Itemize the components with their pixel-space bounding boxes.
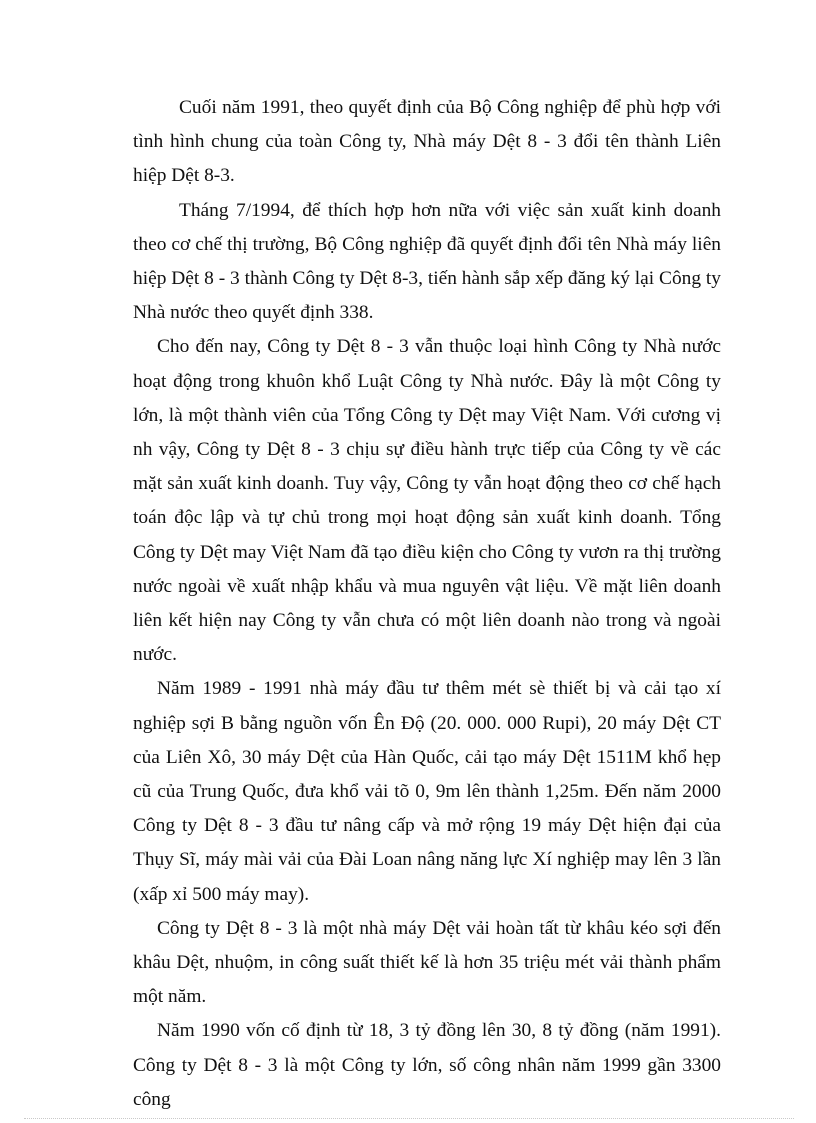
paragraph-1994-rename: Tháng 7/1994, để thích hợp hơn nữa với việc sản xuất kinh doanh theo cơ chế thị trường, Bộ Công nghiệp đã quyết định đổi tên Nhà máy liên hiệp Dệt 8 - 3 thành Công ty Dệt 8-3, tiến hành sắp xếp đăng ký lại Công ty Nhà nước theo quyết định 338. (133, 199, 721, 324)
paragraph-investment: Năm 1989 - 1991 nhà máy đầu tư thêm mét sè thiết bị và cải tạo xí nghiệp sợi B bằng nguồn vốn Ên Độ (20. 000. 000 Rupi), 20 máy Dệt CT của Liên Xô, 30 máy Dệt của Hàn Quốc, cải tạo máy Dệt 1511M khổ hẹp cũ của Trung Quốc, đưa khổ vải tõ 0, 9m lên thành 1,25m. Đến năm 2000 Công ty Dệt 8 - 3 đầu tư nâng cấp và mở rộng 19 máy Dệt hiện đại của Thụy Sĩ, máy mài vải của Đài Loan nâng năng lực Xí nghiệp may lên 3 lần (xấp xỉ 500 máy may). (133, 678, 721, 905)
paragraph-capacity: Công ty Dệt 8 - 3 là một nhà máy Dệt vải hoàn tất từ khâu kéo sợi đến khâu Dệt, nhuộm, in công suất thiết kế là hơn 35 triệu mét vải thành phẩm một năm. (133, 917, 721, 1008)
paragraph-1991-rename: Cuối năm 1991, theo quyết định của Bộ Công nghiệp để phù hợp với tình hình chung của toàn Công ty, Nhà máy Dệt 8 - 3 đổi tên thành Liên hiệp Dệt 8-3. (133, 97, 721, 187)
document-page (133, 91, 721, 1117)
paragraph-capital: Năm 1990 vốn cố định từ 18, 3 tỷ đồng lên 30, 8 tỷ đồng (năm 1991). Công ty Dệt 8 - 3 là một Công ty lớn, số công nhân năm 1999 gần 3300 công (133, 1020, 721, 1110)
page-bottom-divider (24, 1118, 794, 1119)
paragraph-company-status: Cho đến nay, Công ty Dệt 8 - 3 vẫn thuộc loại hình Công ty Nhà nước hoạt động trong khuôn khổ Luật Công ty Nhà nước. Đây là một Công ty lớn, là một thành viên của Tổng Công ty Dệt may Việt Nam. Với cương vị nh vậy, Công ty Dệt 8 - 3 chịu sự điều hành trực tiếp của Công ty về các mặt sản xuất kinh doanh. Tuy vậy, Công ty vẫn hoạt động theo cơ chế hạch toán độc lập và tự chủ trong mọi hoạt động sản xuất kinh doanh. Tổng Công ty Dệt may Việt Nam đã tạo điều kiện cho Công ty vươn ra thị trường nước ngoài về xuất nhập khẩu và mua nguyên vật liệu. Về mặt liên doanh liên kết hiện nay Công ty vẫn chưa có một liên doanh nào trong và ngoài nước. (133, 336, 721, 666)
